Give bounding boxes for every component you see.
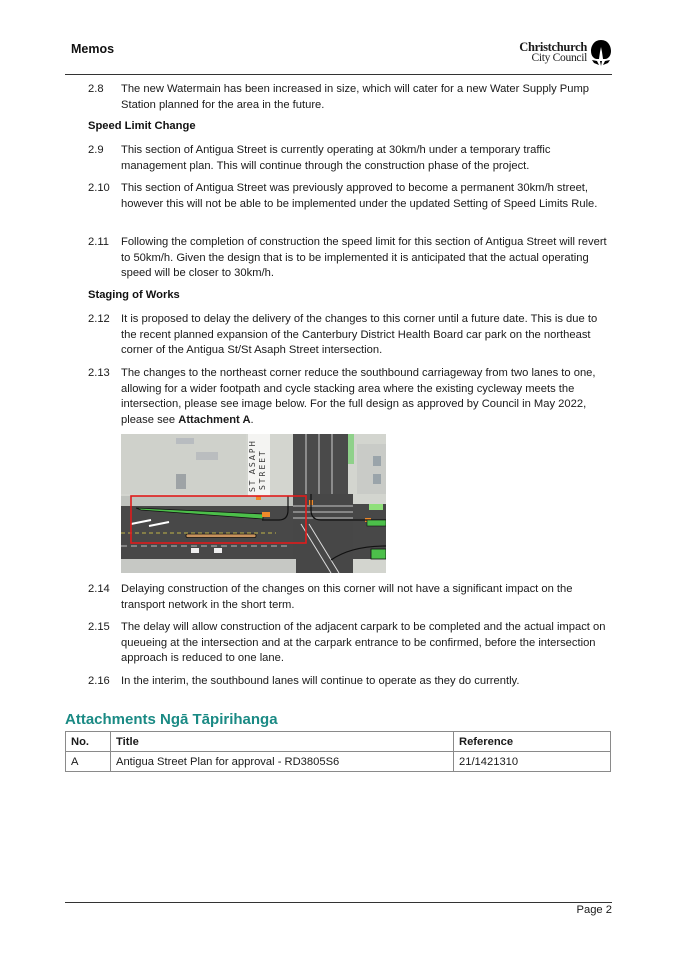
paragraph-2-11 — [88, 235, 613, 282]
paragraph-text: The new Watermain has been increased in size, which will cater for a new Water Supply Pump Station planned for the area in the future. — [121, 83, 590, 111]
attachments-heading: Attachments Ngā Tāpirihanga — [65, 711, 278, 728]
logo-line-2: City Council — [531, 52, 587, 64]
intersection-plan-image — [121, 434, 386, 573]
street-label-st-asaph: ST ASAPH — [248, 438, 257, 492]
header-title: Memos — [71, 42, 115, 56]
section-heading-speed-limit: Speed Limit Change — [88, 120, 196, 132]
paragraph-text: In the interim, the southbound lanes will continue to operate as they do currently. — [121, 675, 520, 687]
paragraph-2-8 — [88, 82, 613, 113]
paragraph-number: 2.8 — [88, 83, 104, 95]
paragraph-number: 2.16 — [88, 675, 110, 687]
page-number: Page 2 — [576, 904, 612, 916]
paragraph-text: The changes to the northeast corner reduce the southbound carriageway from two lanes to one, allowing for a wider footpath and cycle stacking area where the existing cycleway meets the intersection, please see image below. For the full design as approved by Council in May 2022, please see Attachment A. — [121, 367, 596, 427]
paragraph-text: Following the completion of construction the speed limit for this section of Antigua Street will revert to 50km/h. Given the design that is to be implemented it is anticipated that the actual operating speed will be closer to 30km/h. — [121, 236, 607, 280]
column-header-title: Title — [111, 732, 454, 752]
paragraph-text: This section of Antigua Street was previously approved to become a permanent 30km/h street, however this will not be able to be implemented under the updated Setting of Speed Limits Rule. — [121, 182, 598, 210]
logo-line-1: Christchurch — [519, 40, 587, 54]
table-header-row — [66, 732, 611, 752]
page-header — [65, 36, 612, 75]
cathedral-emblem-icon — [590, 39, 612, 67]
attachments-table — [65, 731, 611, 772]
paragraph-2-9 — [88, 143, 613, 174]
paragraph-text: This section of Antigua Street is currently operating at 30km/h under a temporary traffic management plan. This will continue through the construction phase of the project. — [121, 144, 551, 172]
paragraph-number: 2.14 — [88, 583, 110, 595]
paragraph-text: The delay will allow construction of the adjacent carpark to be completed and the actual impact on queueing at the intersection and at the carpark entrance to be confirmed, before the intersection approach is reduced to one lane. — [121, 621, 606, 665]
street-label-street: STREET — [258, 449, 267, 490]
paragraph-text: It is proposed to delay the delivery of the changes to this corner until a future date. This is due to the recent planned expansion of the Canterbury District Health Board car park on the northeast corner of the Antigua St/St Asaph Street intersection. — [121, 313, 598, 357]
council-logo — [519, 38, 612, 68]
paragraph-number: 2.15 — [88, 621, 110, 633]
column-header-reference: Reference — [454, 732, 611, 752]
paragraph-number: 2.11 — [88, 236, 109, 248]
paragraph-2-13 — [88, 366, 613, 429]
paragraph-text: Delaying construction of the changes on this corner will not have a significant impact on the transport network in the short term. — [121, 583, 573, 611]
cell-no: A — [66, 752, 111, 772]
table-row — [66, 752, 611, 772]
paragraph-number: 2.9 — [88, 144, 104, 156]
paragraph-2-14 — [88, 582, 613, 613]
paragraph-number: 2.13 — [88, 367, 110, 379]
section-heading-staging: Staging of Works — [88, 289, 180, 301]
cell-title[interactable]: Antigua Street Plan for approval - RD3805S6 — [111, 752, 454, 772]
cell-reference: 21/1421310 — [454, 752, 611, 772]
paragraph-number: 2.12 — [88, 313, 110, 325]
paragraph-2-16 — [88, 674, 613, 690]
page-footer — [65, 902, 612, 916]
paragraph-2-10 — [88, 181, 613, 212]
paragraph-2-15 — [88, 620, 613, 667]
attachment-reference: Attachment A — [178, 414, 251, 427]
paragraph-number: 2.10 — [88, 182, 110, 194]
paragraph-2-12 — [88, 312, 613, 359]
column-header-no: No. — [66, 732, 111, 752]
